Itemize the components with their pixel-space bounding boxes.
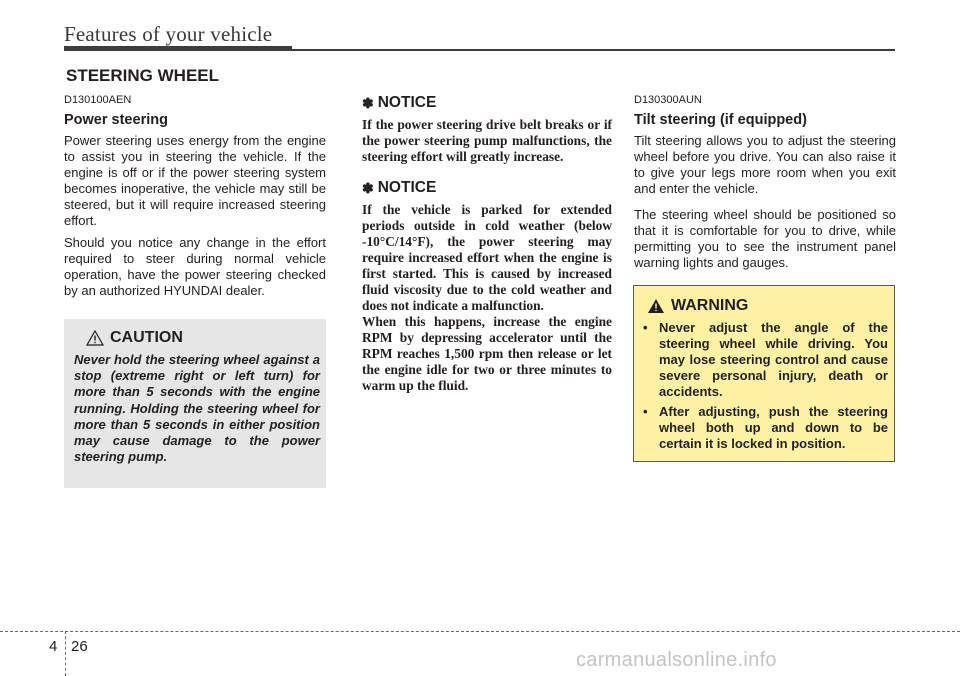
- bullet-icon: •: [643, 320, 648, 335]
- notice-body-continued: When this happens, increase the engine RPM by depressing accelerator until the RPM reaches 1,500 rpm then release or let the engine idle for two or three minutes to warm up the fluid.: [362, 314, 612, 393]
- page-number: 26: [71, 638, 88, 655]
- warning-title: WARNING: [671, 297, 749, 314]
- warning-item-text: Never adjust the angle of the steering wheel while driving. You may lose steering control and cause severe personal injury, death or accidents.: [659, 320, 888, 399]
- warning-list: [642, 320, 888, 456]
- bullet-icon: •: [643, 404, 648, 419]
- paragraph: The steering wheel should be positioned so that it is comfortable for you to drive, while permitting you to see the instrument panel warning lights and gauges.: [634, 207, 896, 270]
- paragraph: Power steering uses energy from the engine to assist you in steering the vehicle. If the engine is off or if the power steering system becomes inoperative, the vehicle may still be steered, but it will require increased steering effort.: [64, 133, 326, 228]
- notice-title: [362, 179, 612, 197]
- caution-header: [86, 329, 183, 347]
- caution-triangle-icon: [86, 330, 104, 346]
- list-item: [642, 404, 888, 452]
- tilt-steering-heading: Tilt steering (if equipped): [634, 112, 807, 128]
- warning-header: [647, 297, 748, 315]
- notice-label: NOTICE: [377, 94, 437, 111]
- warning-item-text: After adjusting, push the steering wheel both up and down to be certain it is locked in position.: [659, 404, 888, 451]
- chapter-number: 4: [49, 638, 58, 655]
- caution-box: [64, 319, 326, 488]
- header-rule-thick: [64, 46, 292, 51]
- list-item: [642, 320, 888, 400]
- section-title: STEERING WHEEL: [66, 66, 220, 85]
- notice-asterisk-icon: ✽: [362, 179, 374, 196]
- paragraph: Tilt steering allows you to adjust the steering wheel before you drive. You can also raise it to give your legs more room when you exit and enter the vehicle.: [634, 133, 896, 196]
- section-code: D130100AEN: [64, 94, 132, 106]
- tilt-steering-column: [634, 94, 896, 277]
- watermark: carmanualsonline.info: [576, 649, 777, 671]
- notice-label: NOTICE: [377, 179, 437, 196]
- notice-body: If the power steering drive belt breaks or if the power steering pump malfunctions, the steering effort will greatly increase.: [362, 117, 612, 164]
- power-steering-heading: Power steering: [64, 112, 168, 128]
- warning-triangle-icon: [647, 298, 665, 314]
- footer-divider: [0, 631, 960, 632]
- page-header-title: Features of your vehicle: [64, 22, 273, 46]
- warning-box: [633, 285, 895, 462]
- notice-asterisk-icon: ✽: [362, 94, 374, 111]
- caution-body: Never hold the steering wheel against a stop (extreme right or left turn) for more than 5 seconds with the engine running. Holding the steering wheel for more than 5 seconds in either position may cause damage to the power steering pump.: [74, 352, 320, 465]
- notices-column: [362, 94, 612, 394]
- power-steering-column: [64, 94, 326, 305]
- notice-body: If the vehicle is parked for extended periods outside in cold weather (below -10°C/14°F), the power steering may require increased effort when the engine is first started. This is caused by increased fluid viscosity due to the cold weather and does not indicate a malfunction.: [362, 202, 612, 313]
- section-code: D130300AUN: [634, 94, 702, 106]
- caution-title: CAUTION: [110, 329, 183, 346]
- notice-title: [362, 94, 612, 112]
- header-rule-thin: [292, 49, 895, 51]
- footer-separator: [65, 631, 66, 676]
- paragraph: Should you notice any change in the effort required to steer during normal vehicle operation, have the power steering checked by an authorized HYUNDAI dealer.: [64, 235, 326, 298]
